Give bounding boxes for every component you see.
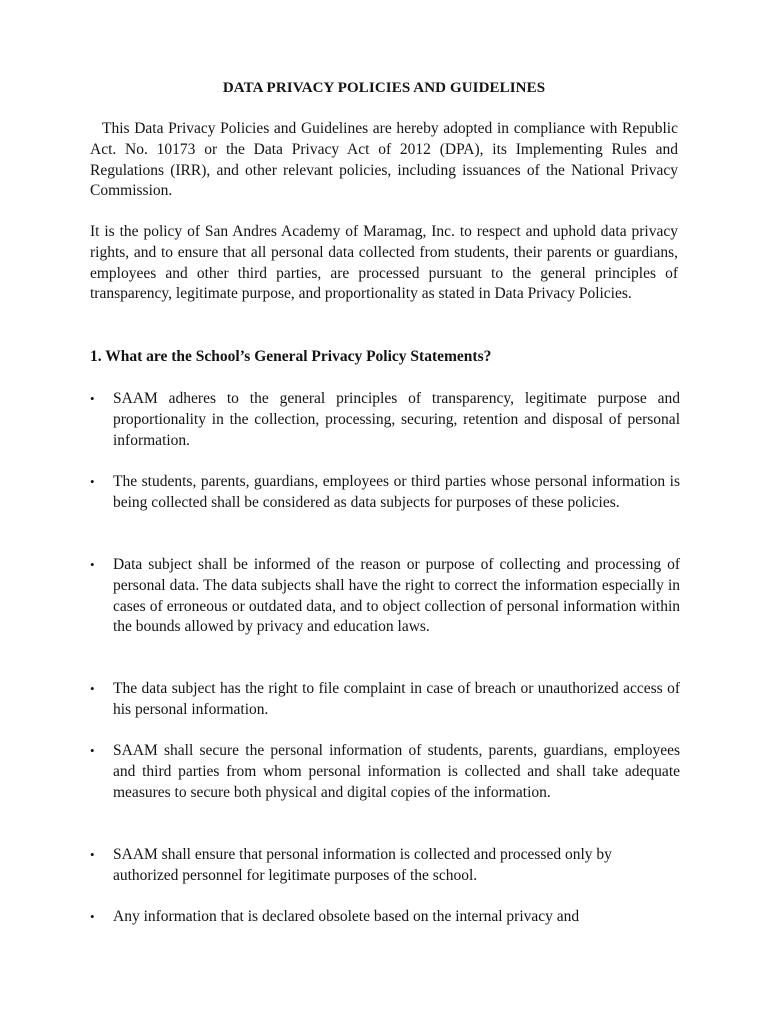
bullet-icon: • (90, 847, 95, 862)
list-item (90, 555, 680, 638)
section-heading: 1. What are the School’s General Privacy Policy Statements? (90, 348, 492, 365)
bullet-icon: • (90, 557, 95, 572)
list-item (90, 845, 680, 887)
list-item (90, 907, 680, 928)
bullet-icon: • (90, 681, 95, 696)
bullet-icon: • (90, 743, 95, 758)
list-item-text: The students, parents, guardians, employees or third parties whose personal information is being collected shall be considered as data subjects for purposes of these policies. (113, 473, 680, 511)
list-item (90, 741, 680, 803)
list-item (90, 472, 680, 514)
list-item-text: SAAM shall ensure that personal information is collected and processed only by authorized personnel for legitimate purposes of the school. (113, 846, 612, 884)
list-item-text: Any information that is declared obsolete based on the internal privacy and (113, 908, 580, 925)
document-title: DATA PRIVACY POLICIES AND GUIDELINES (222, 80, 546, 96)
list-item-text: SAAM adheres to the general principles of transparency, legitimate purpose and proportionality in the collection, processing, securing, retention and disposal of personal information. (113, 390, 680, 449)
list-item-text: The data subject has the right to file complaint in case of breach or unauthorized access of his personal information. (113, 680, 680, 718)
bullet-icon: • (90, 391, 95, 406)
bullet-icon: • (90, 474, 95, 489)
bullet-icon: • (90, 909, 95, 924)
list-item (90, 679, 680, 721)
list-item-text: Data subject shall be informed of the reason or purpose of collecting and processing of personal data. The data subjects shall have the right to correct the information especially in cases of erroneous or outdated data, and to object collection of personal information within the bounds allowed by privacy and education laws. (113, 556, 680, 636)
policy-paragraph: It is the policy of San Andres Academy of Maramag, Inc. to respect and uphold data privacy rights, and to ensure that all personal data collected from students, their parents or guardians, employees and other third parties, are processed pursuant to the general principles of transparency, legitimate purpose, and proportionality as stated in Data Privacy Policies. (90, 223, 678, 303)
list-item (90, 389, 680, 451)
intro-paragraph: This Data Privacy Policies and Guidelines are hereby adopted in compliance with Republic Act. No. 10173 or the Data Privacy Act of 2012 (DPA), its Implementing Rules and Regulations (IRR), and other relevant policies, including issuances of the National Privacy Commission. (90, 120, 678, 200)
list-item-text: SAAM shall secure the personal information of students, parents, guardians, employees and third parties from whom personal information is collected and shall take adequate measures to secure both physical and digital copies of the information. (113, 742, 680, 801)
